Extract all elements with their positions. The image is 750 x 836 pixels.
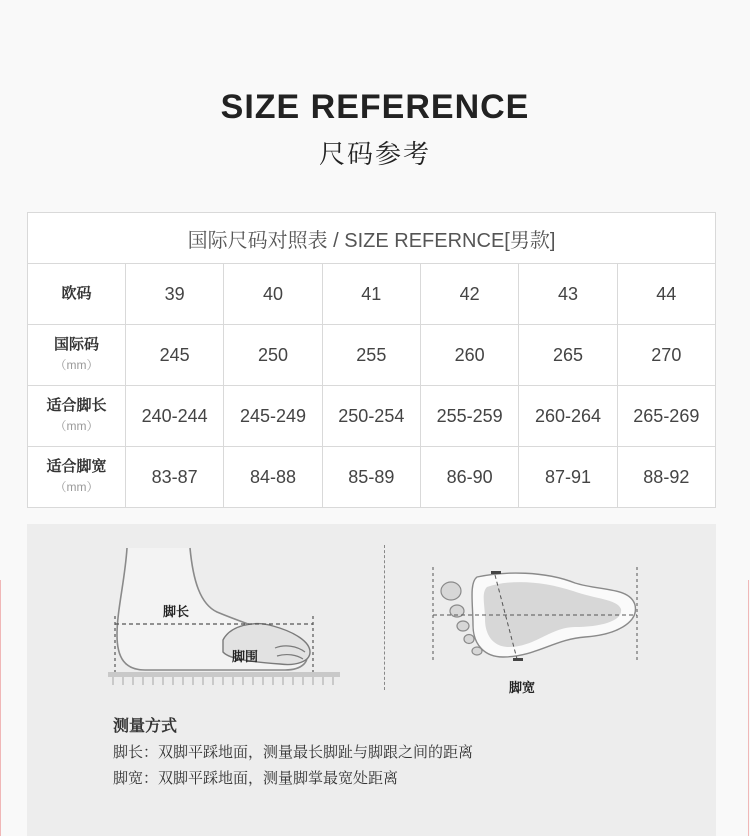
size-table [27,212,716,508]
footprint-top-view-illustration [425,565,650,665]
table-cell: 83-87 [126,447,224,508]
table-cell: 87-91 [519,447,617,508]
left-edge-line [0,580,1,836]
measurement-method [113,714,473,792]
row-header: 国际码 （mm） [28,325,126,386]
table-cell: 41 [322,264,420,325]
table-row [28,447,716,508]
diagram-divider [384,545,385,690]
row-header: 适合脚长 （mm） [28,386,126,447]
table-row [28,386,716,447]
foot-side-view-illustration [105,540,345,690]
table-cell: 255-259 [420,386,518,447]
measurement-title: 测量方式 [113,718,178,735]
foot-girth-label: 脚围 [232,649,259,664]
table-cell: 42 [420,264,518,325]
table-caption: 国际尺码对照表 / SIZE REFERNCE[男款] [28,213,716,264]
table-cell: 44 [617,264,715,325]
table-cell: 86-90 [420,447,518,508]
foot-length-label: 脚长 [163,604,190,619]
table-cell: 240-244 [126,386,224,447]
foot-width-instruction: 脚宽：双脚平踩地面，测量脚掌最宽处距离 [113,770,399,787]
table-cell: 265-269 [617,386,715,447]
table-cell: 39 [126,264,224,325]
page-subtitle: 尺码参考 [318,139,431,169]
table-cell: 270 [617,325,715,386]
table-cell: 255 [322,325,420,386]
table-cell: 250-254 [322,386,420,447]
table-cell: 43 [519,264,617,325]
table-cell: 88-92 [617,447,715,508]
right-edge-line [748,580,749,836]
table-cell: 245-249 [224,386,322,447]
row-header: 适合脚宽 （mm） [28,447,126,508]
table-cell: 40 [224,264,322,325]
table-cell: 260-264 [519,386,617,447]
table-row [28,264,716,325]
page-title: SIZE REFERENCE [220,88,530,126]
table-cell: 85-89 [322,447,420,508]
foot-width-label: 脚宽 [509,680,536,695]
table-cell: 265 [519,325,617,386]
row-header: 欧码 [28,264,126,325]
table-cell: 250 [224,325,322,386]
table-cell: 260 [420,325,518,386]
table-caption-row [28,213,716,264]
table-row [28,325,716,386]
foot-length-instruction: 脚长：双脚平踩地面，测量最长脚趾与脚跟之间的距离 [113,744,474,761]
table-cell: 84-88 [224,447,322,508]
table-cell: 245 [126,325,224,386]
